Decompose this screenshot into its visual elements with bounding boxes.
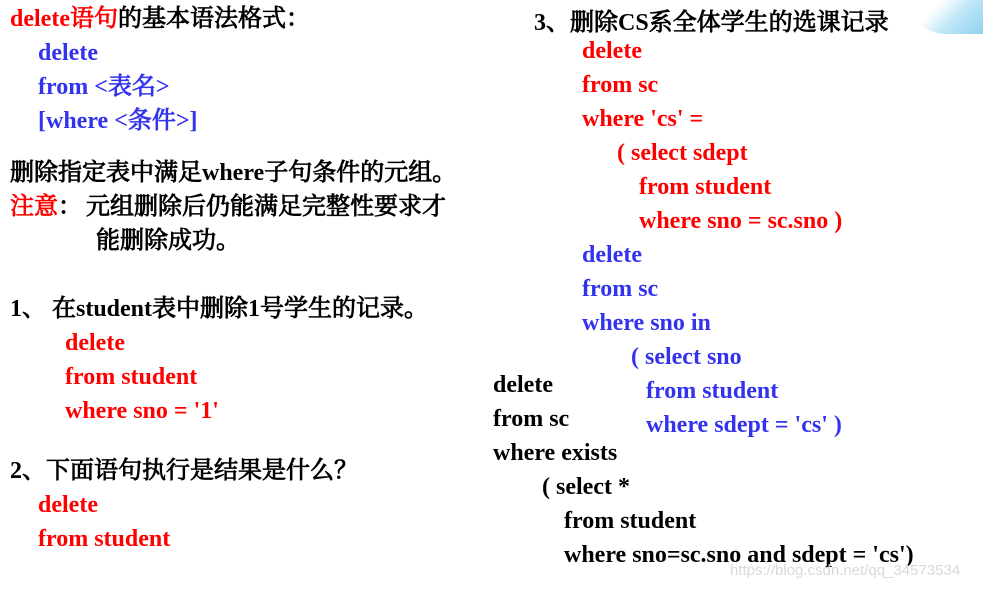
syntax-title-keyword: delete语句 — [10, 6, 118, 32]
description-text: 删除指定表中满足where子句条件的元组。 — [10, 160, 457, 186]
note-line1 — [10, 190, 446, 224]
example3-blue-subfrom: from student — [646, 378, 779, 404]
example1-code-from: from student — [65, 364, 198, 390]
example2-heading: 2、下面语句执行是结果是什么？ — [10, 458, 358, 484]
note-text-line1: 元组删除后仍能满足完整性要求才 — [86, 194, 446, 220]
example3-red-subfrom: from student — [639, 174, 772, 200]
watermark: https://blog.csdn.net/qq_34573534 — [730, 562, 961, 579]
note-text-line2: 能删除成功。 — [96, 228, 240, 254]
note-label: 注意 — [10, 194, 58, 220]
example3-red-where: where 'cs' = — [582, 106, 704, 132]
example3-blue-where: where sno in — [582, 310, 711, 336]
example3-black-where: where exists — [493, 440, 618, 466]
example3-heading: 3、删除CS系全体学生的选课记录 — [534, 10, 889, 36]
example3-black-subselect: ( select * — [542, 474, 630, 500]
example3-red-from: from sc — [582, 72, 659, 98]
note-colon: ： — [58, 194, 82, 220]
example3-black-delete: delete — [493, 372, 553, 398]
example3-black-subwhere: where sno=sc.sno and sdept = 'cs') — [564, 542, 914, 568]
corner-decoration — [911, 0, 983, 34]
example3-black-subfrom: from student — [564, 508, 697, 534]
example3-black-from: from sc — [493, 406, 570, 432]
example3-blue-delete: delete — [582, 242, 642, 268]
example3-red-subwhere: where sno = sc.sno ) — [639, 208, 843, 234]
example3-red-subselect: ( select sdept — [617, 140, 748, 166]
syntax-line-from: from <表名> — [38, 74, 170, 100]
example3-blue-from: from sc — [582, 276, 659, 302]
example3-red-delete: delete — [582, 38, 642, 64]
syntax-line-where: [where <条件>] — [38, 108, 198, 134]
example3-blue-subwhere: where sdept = 'cs' ) — [646, 412, 842, 438]
example2-code-delete: delete — [38, 492, 98, 518]
syntax-line-delete: delete — [38, 40, 98, 66]
example1-code-delete: delete — [65, 330, 125, 356]
example2-code-from: from student — [38, 526, 171, 552]
example3-blue-subselect: ( select sno — [631, 344, 742, 370]
example1-code-where: where sno = '1' — [65, 398, 219, 424]
syntax-title — [10, 2, 310, 36]
example1-heading: 1、 在student表中删除1号学生的记录。 — [10, 296, 429, 322]
syntax-title-rest: 的基本语法格式： — [117, 6, 310, 32]
